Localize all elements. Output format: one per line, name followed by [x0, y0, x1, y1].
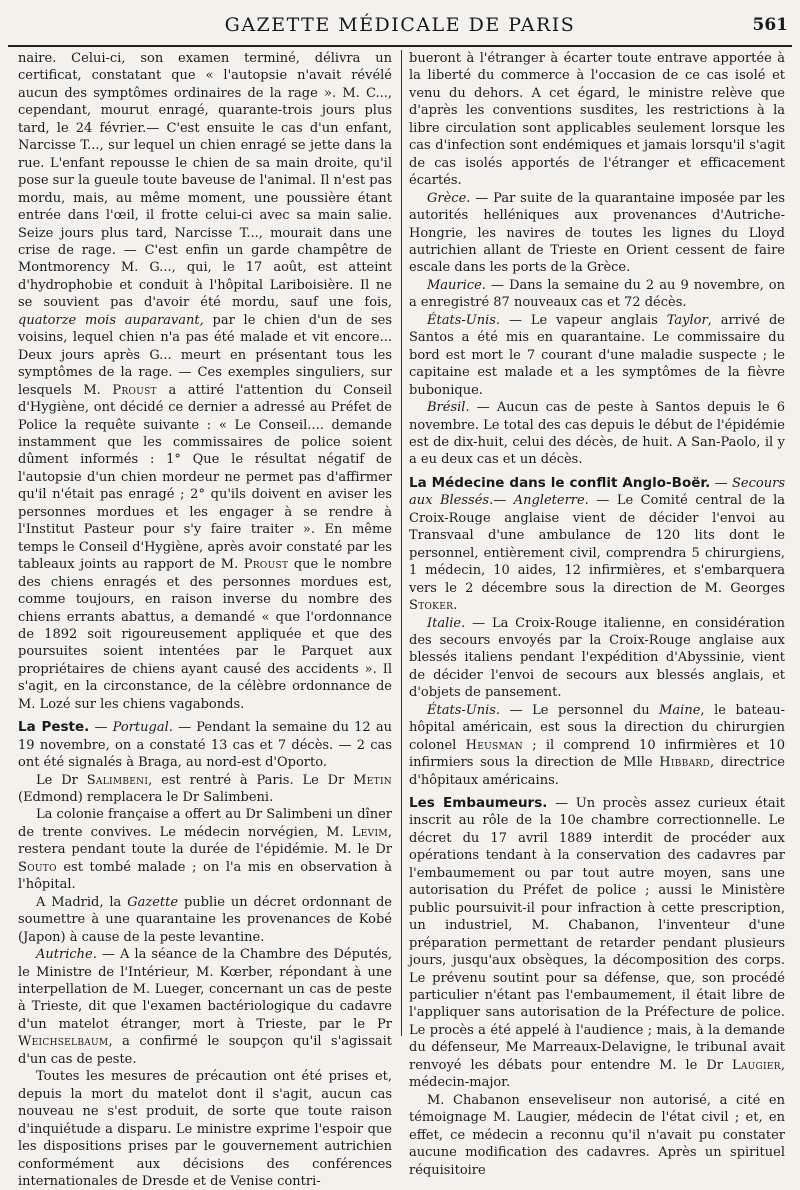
column-divider: [401, 50, 402, 1036]
paragraph-colonie: La colonie française a offert au Dr Salimbeni un dîner de trente convives. Le médecin norvégien, M. Levim, restera pendant toute la durée de l'épidémie. M. le Dr Souto est tombé malade ; on l'a mis en observation à l'hôpital.: [18, 807, 392, 893]
running-header: [0, 10, 800, 40]
paragraph-madrid: A Madrid, la Gazette publie un décret ordonnant de soumettre à une quarantaine les provenances de Kobé (Japon) à cause de la peste levantine.: [18, 894, 393, 945]
plague-section: La Peste. — Portugal. — Pendant la semaine du 12 au 19 novembre, on a constaté 13 cas et 7 décès. — 2 cas ont été signalés à Braga, au nord-est d'Oporto.: [18, 719, 392, 771]
header-rule: [8, 45, 792, 47]
paragraph-grece: Grèce. — Par suite de la quarantaine imposée par les autorités helléniques aux provenances d'Autriche-Hongrie, les navires de toutes les lignes du Lloyd autrichien allant de Trieste en Orient cessent de faire escale dans les ports de la Grèce.: [409, 190, 785, 276]
paragraph-chabanon: M. Chabanon enseveliseur non autorisé, a cité en témoignage M. Laugier, médecin de l'état civil ; et, en effet, ce médecin a reconnu qu'il n'avait pu constater aucune modification des cadavres. Après un spirituel réquisitoire: [409, 1092, 785, 1178]
boer-section: La Médecine dans le conflit Anglo-Boër. — Secours aux Blessés.— Angleterre. — Le Comité central de la Croix-Rouge anglaise vient de décider l'envoi au Transvaal d'une ambulance de 120 lits dont le personnel, entièrement civil, comprendra 5 chirurgiens, 1 médecin, 10 aides, 12 infirmières, et s'embarquera vers le 2 décembre sous la direction de M. Georges Stoker.: [409, 474, 785, 614]
right-column: [409, 50, 786, 1178]
paragraph-mesures: Toutes les mesures de précaution ont été prises et, depuis la mort du matelot dont il s'agit, aucun cas nouveau ne s'est produit, de sorte que toute raison d'inquiétude a disparu. Le ministre exprime l'espoir que les dispositions prises par le gouvernement autrichien conformément aux décisions des conférences internationales de Dresde et de Venise contri-: [18, 1069, 392, 1189]
paragraph-continuation: bueront à l'étranger à écarter toute entrave apportée à la liberté du commerce à l'occasion de ce cas isolé et venu du dehors. A cet égard, le ministre relève que d'après les conventions susdites, les restrictions à la libre circulation sont applicables seulement lorsque les cas d'infection sont endémiques et jamais lorsqu'il s'agit de cas isolés apportés de l'étranger et efficacement écartés.: [409, 51, 785, 189]
paragraph-bresil: Brésil. — Aucun cas de peste à Santos depuis le 6 novembre. Le total des cas depuis le début de l'épidémie est de dix-huit, celui des décès, de huit. A San-Paolo, il y a eu deux cas et un décès.: [409, 400, 785, 468]
paragraph-maine: États-Unis. — Le personnel du Maine, le bateau-hôpital américain, est sous la direction du chirurgien colonel Heusman ; il comprend 10 infirmières et 10 infirmiers sous la direction de Mlle Hibbard, directrice d'hôpitaux américains.: [409, 702, 785, 788]
page-number: 561: [752, 15, 788, 35]
paragraph-etats-unis: États-Unis. — Le vapeur anglais Taylor, arrivé de Santos a été mis en quarantaine. Le commissaire du bord est mort le 7 courant d'une maladie suspecte ; le capitaine est malade et a les symptômes de la fièvre bubonique.: [409, 312, 785, 398]
paragraph-maurice: Maurice. — Dans la semaine du 2 au 9 novembre, on a enregistré 87 nouveaux cas et 72 décès.: [409, 277, 786, 311]
rabies-paragraph: naire. Celui-ci, son examen terminé, délivra un certificat, constatant que « l'autopsie n'avait révélé aucun des symptômes ordinaires de la rage ». M. C..., cependant, mourut enragé, quarante-trois jours plus tard, le 24 février.— C'est ensuite le cas d'un enfant, Narcisse T..., sur lequel un chien enragé se jette dans la rue. L'enfant repousse le chien de sa main droite, qu'il pose sur la gueule toute baveuse de l'animal. Il n'est pas mordu, mais, au même moment, une poussière étant entrée dans l'œil, il frotte celui-ci avec sa main salie. Seize jours plus tard, Narcisse T..., mourait dans une crise de rage. — C'est enfin un garde champêtre de Montmorency M. G..., qui, le 17 août, est atteint d'hydrophobie et conduit à l'hôpital Lariboisière. Il ne se souvient pas d'avoir été mordu, sauf une fois, quatorze mois auparavant, par le chien d'un de ses voisins, lequel chien n'a pas été malade et vit encore... Deux jours après G... meurt en présentant tous les symptômes de la rage. — Ces exemples singuliers, sur lesquels M. Proust a attiré l'attention du Conseil d'Hygiène, ont décidé ce dernier a adressé au Préfet de Police la requête suivante : « Le Conseil.... demande instamment que les commissaires de police soient dûment informés : 1° Que le résultat négatif de l'autopsie d'un chien mordeur ne permet pas d'affirmer qu'il n'était pas enragé ; 2° qu'ils doivent en aviser les personnes mordues et les engager à se rendre à l'Institut Pasteur pour s'y faire traiter ». En même temps le Conseil d'Hygiène, après avoir constaté par les tableaux joints au rapport de M. Proust que le nombre des chiens enragés et des personnes mordues est, comme toujours, en raison inverse du nombre des chiens errants abattus, a demandé « que l'ordonnance de 1892 soit rigoureusement appliquée et que des poursuites soient intentées par le Parquet aux propriétaires de chiens ayant causé des accidents ». Il s'agit, en la circonstance, de la célèbre ordonnance de M. Lozé sur les chiens vagabonds.: [18, 51, 392, 712]
left-column: [18, 50, 393, 1189]
journal-title: GAZETTE MÉDICALE DE PARIS: [224, 14, 576, 36]
boer-heading: La Médecine dans le conflit Anglo-Boër.: [409, 474, 711, 491]
paragraph-italie: Italie. — La Croix-Rouge italienne, en considération des secours envoyés par la Croix-Rouge anglaise aux blessés italiens pendant l'expédition d'Abyssinie, vient de décider l'envoi de secours aux blessés anglais, et d'objets de pansement.: [409, 615, 785, 701]
paragraph-salimbeni: Le Dr Salimbeni, est rentré à Paris. Le Dr Metin (Edmond) remplacera le Dr Salimbeni.: [18, 772, 392, 806]
plague-heading: La Peste.: [18, 719, 90, 736]
paragraph-autriche: Autriche. — A la séance de la Chambre des Députés, le Ministre de l'Intérieur, M. Kœrber, répondant à une interpellation de M. Lueger, concernant un cas de peste à Trieste, dit que l'examen bactériologique du cadavre d'un matelot étranger, mort à Trieste, par le Pr Weichselbaum, a confirmé le soupçon qu'il s'agissait d'un cas de peste.: [18, 947, 392, 1067]
embalmers-heading: Les Embaumeurs.: [409, 795, 548, 812]
embalmers-section: Les Embaumeurs. — Un procès assez curieux était inscrit au rôle de la 10e chambre correctionnelle. Le décret du 17 avril 1889 interdit de procéder aux opérations tendant à la conservation des cadavres par l'embaumement ou par tout autre moyen, sans une autorisation du Préfet de police ; aussi le Ministère public poursuivit-il pour infraction à cette prescription, un industriel, M. Chabanon, l'inventeur d'une préparation permettant de retarder pendant plusieurs jours, jusqu'aux obsèques, la décomposition des corps. Le prévenu soutint pour sa défense, que, son procédé particulier n'étant pas l'embaumement, il était libre de l'appliquer sans autorisation de la Préfecture de police. Le procès a été appelé à l'audience ; mais, à la demande du défenseur, Me Marreaux-Delavigne, le tribunal avait renvoyé les débats pour entendre M. le Dr Laugier, médecin-major.: [409, 795, 786, 1091]
